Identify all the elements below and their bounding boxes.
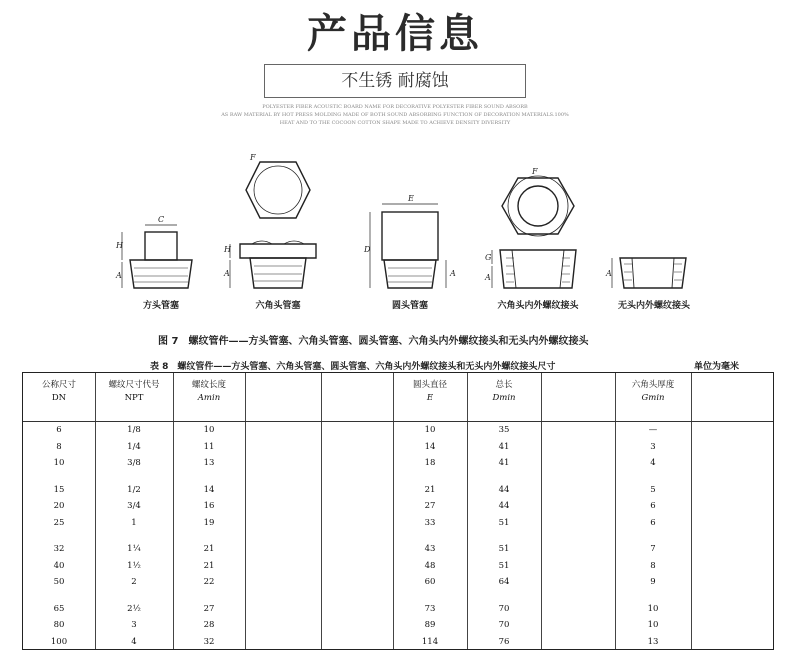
table-cell-g: 3 bbox=[650, 441, 656, 452]
table-cell-e: 43 bbox=[424, 544, 436, 554]
table-cell-dn: 25 bbox=[53, 517, 65, 528]
table-cell-g: 7 bbox=[650, 544, 656, 554]
column-divider bbox=[691, 373, 692, 649]
table-unit-label: 单位为毫米 bbox=[694, 362, 740, 372]
table-cell-g: 5 bbox=[650, 484, 656, 495]
table-cell-e: 14 bbox=[424, 441, 436, 452]
fineprint-line-3: HEAT AND TO THE COCOON COTTON SHAPE MADE TO ACHIEVE DENSITY DIVERSITY bbox=[279, 120, 511, 126]
header-a-code: Amin bbox=[197, 393, 221, 403]
table-cell-d: 51 bbox=[498, 560, 510, 571]
header-g-code: Gmin bbox=[641, 393, 665, 403]
table-cell-d: 44 bbox=[498, 484, 510, 495]
header-divider bbox=[23, 421, 773, 422]
dim-label-a3: A bbox=[450, 269, 456, 278]
table-cell-dn: 50 bbox=[53, 577, 65, 587]
header-dn-code: DN bbox=[51, 393, 67, 403]
table-cell-e: 18 bbox=[424, 458, 436, 468]
table-cell-d: 41 bbox=[498, 441, 510, 452]
table-cell-dn: 100 bbox=[50, 636, 68, 647]
fitting-drawings-svg bbox=[0, 140, 790, 320]
table-cell-g: 9 bbox=[650, 577, 656, 587]
square-head-plug-drawing bbox=[122, 225, 192, 288]
dim-label-g: G bbox=[485, 253, 492, 262]
dim-label-a2: A bbox=[224, 269, 230, 278]
hex-bushing-drawing bbox=[492, 176, 576, 288]
table-cell-a: 16 bbox=[203, 501, 215, 511]
header-dn-cn: 公称尺寸 bbox=[41, 380, 76, 390]
table-cell-npt: 3/8 bbox=[127, 458, 141, 468]
headless-bushing-drawing bbox=[612, 258, 686, 288]
header-e-cn: 圆头直径 bbox=[412, 380, 447, 390]
table-cell-g: 13 bbox=[647, 636, 659, 647]
table-cell-e: 10 bbox=[424, 425, 436, 435]
part-caption-square-plug: 方头管塞 bbox=[142, 301, 179, 311]
hex-head-plug-drawing bbox=[230, 162, 316, 288]
table-cell-npt: 1 bbox=[131, 517, 137, 528]
table-cell-a: 19 bbox=[203, 517, 215, 528]
column-divider bbox=[541, 373, 542, 649]
table-cell-a: 27 bbox=[203, 603, 215, 614]
table-cell-g: 10 bbox=[647, 620, 659, 630]
header-e-code: E bbox=[426, 393, 434, 403]
header-e bbox=[393, 379, 467, 405]
dim-label-h2: H bbox=[224, 245, 231, 254]
table-cell-a: 32 bbox=[203, 636, 215, 647]
header-d-cn: 总长 bbox=[495, 380, 513, 390]
table-cell-dn: 32 bbox=[53, 544, 65, 554]
table-cell-npt: 2½ bbox=[127, 603, 141, 614]
subtitle-banner: 不生锈 耐腐蚀 bbox=[264, 64, 526, 98]
table-cell-g: 6 bbox=[650, 517, 656, 528]
table-cell-npt: 3/4 bbox=[127, 501, 141, 511]
table-cell-npt: 3 bbox=[131, 620, 137, 630]
table-cell-npt: 1/8 bbox=[127, 425, 141, 435]
fineprint-line-1: POLYESTER FIBER ACOUSTIC BOARD NAME FOR DECORATIVE POLYESTER FIBER SOUND ABSORB bbox=[262, 104, 528, 110]
table-cell-npt: 1¼ bbox=[127, 544, 141, 554]
header-dn bbox=[23, 379, 95, 405]
table-cell-dn: 20 bbox=[53, 501, 65, 511]
header-d-code: Dmin bbox=[492, 393, 516, 403]
part-caption-hex-bushing: 六角头内外螺纹接头 bbox=[497, 301, 579, 311]
table-cell-a: 21 bbox=[203, 544, 215, 554]
table-cell-a: 28 bbox=[203, 620, 215, 630]
table-cell-g: — bbox=[648, 425, 658, 435]
table-cell-e: 33 bbox=[424, 517, 436, 528]
table-cell-a: 21 bbox=[203, 560, 215, 571]
table-cell-d: 51 bbox=[498, 517, 510, 528]
table-cell-d: 35 bbox=[498, 425, 510, 435]
dim-label-a4: A bbox=[485, 273, 491, 282]
table-cell-npt: 1/4 bbox=[127, 441, 141, 452]
table-cell-g: 4 bbox=[650, 458, 656, 468]
table-cell-d: 64 bbox=[498, 577, 510, 587]
table-cell-e: 21 bbox=[424, 484, 436, 495]
part-caption-round-plug: 圆头管塞 bbox=[391, 301, 428, 311]
dim-label-f: F bbox=[250, 153, 256, 162]
header-npt-code: NPT bbox=[124, 393, 144, 403]
dim-label-a5: A bbox=[606, 269, 612, 278]
table-cell-dn: 8 bbox=[56, 441, 62, 452]
header-g bbox=[615, 379, 691, 405]
table-cell-a: 22 bbox=[203, 577, 215, 587]
round-head-plug-drawing bbox=[370, 204, 446, 288]
table-cell-npt: 2 bbox=[131, 577, 137, 587]
dim-label-d: D bbox=[364, 245, 371, 254]
header-a bbox=[173, 379, 245, 405]
table-cell-dn: 10 bbox=[53, 458, 65, 468]
table-cell-g: 6 bbox=[650, 501, 656, 511]
header-d bbox=[467, 379, 541, 405]
table-cell-g: 10 bbox=[647, 603, 659, 614]
table-cell-d: 70 bbox=[498, 620, 510, 630]
header-npt-cn: 螺纹尺寸代号 bbox=[108, 380, 160, 390]
table-cell-d: 41 bbox=[498, 458, 510, 468]
table-cell-dn: 80 bbox=[53, 620, 65, 630]
header-npt bbox=[95, 379, 173, 405]
table-cell-g: 8 bbox=[650, 560, 656, 571]
table-cell-npt: 4 bbox=[131, 636, 137, 647]
table-cell-npt: 1½ bbox=[127, 560, 141, 571]
technical-drawings bbox=[0, 140, 790, 320]
table-cell-e: 73 bbox=[424, 603, 436, 614]
dim-label-a: A bbox=[116, 271, 122, 280]
dim-label-h: H bbox=[116, 241, 123, 250]
dim-label-c: C bbox=[158, 215, 165, 224]
dimension-table bbox=[22, 372, 774, 650]
table-cell-npt: 1/2 bbox=[127, 484, 141, 495]
part-caption-hex-plug: 六角头管塞 bbox=[255, 301, 301, 311]
page-title: 产品信息 bbox=[307, 11, 483, 57]
table-cell-dn: 15 bbox=[53, 484, 65, 495]
table-caption: 表 8 螺纹管件——方头管塞、六角头管塞、圆头管塞、六角头内外螺纹接头和无头内外螺纹接头尺寸 bbox=[150, 362, 556, 372]
dim-label-f2: F bbox=[532, 167, 538, 176]
column-divider bbox=[245, 373, 246, 649]
header-g-cn: 六角头厚度 bbox=[631, 380, 675, 390]
table-cell-dn: 6 bbox=[56, 425, 62, 435]
header-a-cn: 螺纹长度 bbox=[191, 380, 226, 390]
table-cell-d: 44 bbox=[498, 501, 510, 511]
table-cell-e: 114 bbox=[421, 636, 439, 647]
table-cell-e: 89 bbox=[424, 620, 436, 630]
table-cell-d: 51 bbox=[498, 544, 510, 554]
table-cell-d: 70 bbox=[498, 603, 510, 614]
table-cell-e: 60 bbox=[424, 577, 436, 587]
table-cell-dn: 65 bbox=[53, 603, 65, 614]
table-cell-e: 27 bbox=[424, 501, 436, 511]
table-cell-dn: 40 bbox=[53, 560, 65, 571]
fineprint-line-2: AS RAW MATERIAL BY HOT PRESS MOLDING MADE OF BOTH SOUND ABSORBING FUNCTION OF DECORATION MATERIALS.100% bbox=[221, 112, 569, 118]
table-cell-a: 13 bbox=[203, 458, 215, 468]
figure-caption: 图 7 螺纹管件——方头管塞、六角头管塞、圆头管塞、六角头内外螺纹接头和无头内外螺纹接头 bbox=[158, 336, 589, 347]
table-cell-a: 14 bbox=[203, 484, 215, 495]
table-cell-d: 76 bbox=[498, 636, 510, 647]
column-divider bbox=[321, 373, 322, 649]
table-cell-a: 11 bbox=[203, 441, 215, 452]
dim-label-e: E bbox=[408, 194, 414, 203]
table-cell-e: 48 bbox=[424, 560, 436, 571]
part-caption-headless-bushing: 无头内外螺纹接头 bbox=[617, 301, 690, 311]
table-cell-a: 10 bbox=[203, 425, 215, 435]
